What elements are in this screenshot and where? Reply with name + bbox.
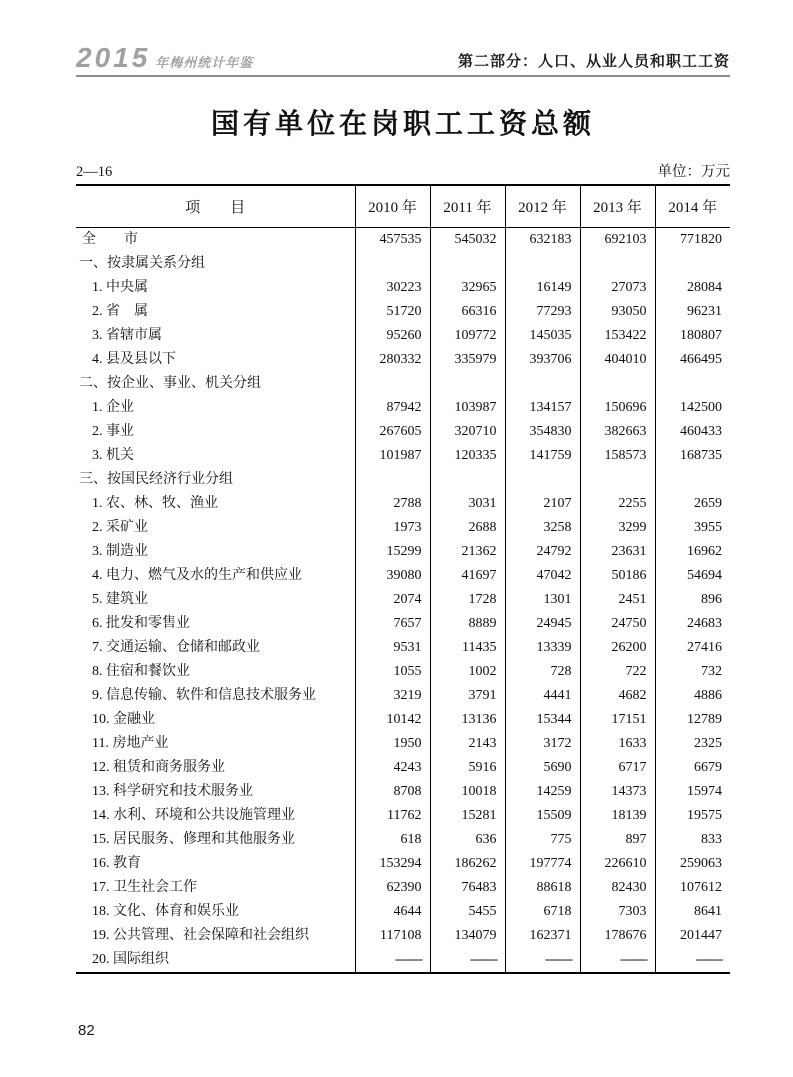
- cell-value: 618: [355, 828, 430, 852]
- row-label: 4. 县及县以下: [92, 351, 176, 367]
- table-row: [76, 948, 730, 973]
- row-label: 1. 企业: [92, 399, 134, 415]
- column-header-2012: 2012 年: [505, 185, 580, 228]
- cell-value: [355, 252, 430, 276]
- cell-value: ——: [430, 948, 505, 973]
- table-title: 国有单位在岗职工工资总额: [210, 109, 595, 140]
- cell-value: 14259: [505, 780, 580, 804]
- cell-value: 8889: [430, 612, 505, 636]
- table-row: [76, 372, 730, 396]
- cell-value: 3955: [655, 516, 730, 540]
- table-header-row: [76, 185, 730, 228]
- cell-value: 15299: [355, 540, 430, 564]
- table-row: [76, 708, 730, 732]
- cell-value: 3791: [430, 684, 505, 708]
- header-rule: [76, 75, 730, 77]
- cell-value: 2451: [580, 588, 655, 612]
- table-row: [76, 227, 730, 252]
- cell-value: 732: [655, 660, 730, 684]
- cell-value: 17151: [580, 708, 655, 732]
- cell-value: 88618: [505, 876, 580, 900]
- cell-value: 8708: [355, 780, 430, 804]
- cell-value: 51720: [355, 300, 430, 324]
- cell-value: 3299: [580, 516, 655, 540]
- logo-suffix: 年梅州统计年鉴: [155, 55, 254, 70]
- cell-value: 1950: [355, 732, 430, 756]
- cell-value: 93050: [580, 300, 655, 324]
- cell-value: 12789: [655, 708, 730, 732]
- cell-value: 158573: [580, 444, 655, 468]
- cell-value: 28084: [655, 276, 730, 300]
- table-row: [76, 516, 730, 540]
- column-header-2013: 2013 年: [580, 185, 655, 228]
- cell-value: 692103: [580, 227, 655, 252]
- cell-value: 3219: [355, 684, 430, 708]
- cell-value: 16149: [505, 276, 580, 300]
- table-row: [76, 684, 730, 708]
- cell-value: 226610: [580, 852, 655, 876]
- cell-value: 19575: [655, 804, 730, 828]
- cell-value: 8641: [655, 900, 730, 924]
- row-label: 3. 省辖市属: [92, 327, 162, 343]
- row-label: 15. 居民服务、修理和其他服务业: [92, 831, 295, 847]
- wage-table: [76, 184, 730, 974]
- cell-value: 354830: [505, 420, 580, 444]
- cell-value: 13136: [430, 708, 505, 732]
- cell-value: [505, 468, 580, 492]
- cell-value: [430, 252, 505, 276]
- cell-value: [355, 468, 430, 492]
- cell-value: 457535: [355, 227, 430, 252]
- cell-value: 4886: [655, 684, 730, 708]
- row-label: 1. 农、林、牧、渔业: [92, 495, 218, 511]
- row-label: 11. 房地产业: [92, 735, 169, 751]
- cell-value: 280332: [355, 348, 430, 372]
- cell-value: 21362: [430, 540, 505, 564]
- cell-value: 1633: [580, 732, 655, 756]
- cell-value: 1301: [505, 588, 580, 612]
- table-row: [76, 852, 730, 876]
- cell-value: 545032: [430, 227, 505, 252]
- cell-value: 24792: [505, 540, 580, 564]
- table-row: [76, 612, 730, 636]
- cell-value: 460433: [655, 420, 730, 444]
- cell-value: 95260: [355, 324, 430, 348]
- cell-value: 27416: [655, 636, 730, 660]
- cell-value: 197774: [505, 852, 580, 876]
- cell-value: 5455: [430, 900, 505, 924]
- cell-value: 82430: [580, 876, 655, 900]
- cell-value: 15344: [505, 708, 580, 732]
- row-label: 10. 金融业: [92, 711, 155, 727]
- cell-value: 4243: [355, 756, 430, 780]
- cell-value: [655, 252, 730, 276]
- cell-value: 6717: [580, 756, 655, 780]
- cell-value: 2074: [355, 588, 430, 612]
- cell-value: 41697: [430, 564, 505, 588]
- cell-value: ——: [355, 948, 430, 973]
- table-row: [76, 300, 730, 324]
- row-label: 8. 住宿和餐饮业: [92, 663, 190, 679]
- cell-value: 259063: [655, 852, 730, 876]
- cell-value: 96231: [655, 300, 730, 324]
- row-label: 三、按国民经济行业分组: [79, 471, 233, 487]
- cell-value: 7657: [355, 612, 430, 636]
- cell-value: 16962: [655, 540, 730, 564]
- row-label: 二、按企业、事业、机关分组: [79, 375, 261, 391]
- table-row: [76, 756, 730, 780]
- cell-value: 14373: [580, 780, 655, 804]
- cell-value: 27073: [580, 276, 655, 300]
- table-row: [76, 396, 730, 420]
- cell-value: 13339: [505, 636, 580, 660]
- cell-value: 2107: [505, 492, 580, 516]
- cell-value: 335979: [430, 348, 505, 372]
- cell-value: 117108: [355, 924, 430, 948]
- page-number: 82: [78, 1022, 95, 1039]
- cell-value: 3172: [505, 732, 580, 756]
- cell-value: 153294: [355, 852, 430, 876]
- cell-value: 168735: [655, 444, 730, 468]
- cell-value: [580, 252, 655, 276]
- cell-value: 134079: [430, 924, 505, 948]
- cell-value: 107612: [655, 876, 730, 900]
- cell-value: 1055: [355, 660, 430, 684]
- cell-value: [580, 468, 655, 492]
- cell-value: 66316: [430, 300, 505, 324]
- cell-value: 897: [580, 828, 655, 852]
- cell-value: 141759: [505, 444, 580, 468]
- cell-value: [355, 372, 430, 396]
- cell-value: [580, 372, 655, 396]
- cell-value: 30223: [355, 276, 430, 300]
- cell-value: 6679: [655, 756, 730, 780]
- cell-value: 5916: [430, 756, 505, 780]
- table-row: [76, 804, 730, 828]
- cell-value: 10018: [430, 780, 505, 804]
- cell-value: 142500: [655, 396, 730, 420]
- cell-value: 15281: [430, 804, 505, 828]
- table-row: [76, 876, 730, 900]
- row-label: 5. 建筑业: [92, 591, 148, 607]
- cell-value: ——: [505, 948, 580, 973]
- cell-value: 393706: [505, 348, 580, 372]
- row-label: 16. 教育: [92, 855, 141, 871]
- cell-value: 833: [655, 828, 730, 852]
- row-label: 9. 信息传输、软件和信息技术服务业: [92, 687, 316, 703]
- row-label: 一、按隶属关系分组: [79, 255, 205, 271]
- row-label: 全 市: [82, 231, 138, 247]
- column-header-item: 项 目: [76, 185, 355, 228]
- cell-value: 4644: [355, 900, 430, 924]
- cell-value: [430, 372, 505, 396]
- cell-value: 320710: [430, 420, 505, 444]
- cell-value: 636: [430, 828, 505, 852]
- table-row: [76, 780, 730, 804]
- cell-value: 23631: [580, 540, 655, 564]
- cell-value: 771820: [655, 227, 730, 252]
- cell-value: 632183: [505, 227, 580, 252]
- cell-value: 32965: [430, 276, 505, 300]
- row-label: 2. 省 属: [92, 303, 148, 319]
- row-label: 14. 水利、环境和公共设施管理业: [92, 807, 295, 823]
- cell-value: 18139: [580, 804, 655, 828]
- table-row: [76, 468, 730, 492]
- cell-value: 11762: [355, 804, 430, 828]
- cell-value: 5690: [505, 756, 580, 780]
- cell-value: 267605: [355, 420, 430, 444]
- cell-value: ——: [655, 948, 730, 973]
- column-header-2011: 2011 年: [430, 185, 505, 228]
- row-label: 19. 公共管理、社会保障和社会组织: [92, 927, 309, 943]
- cell-value: 1002: [430, 660, 505, 684]
- cell-value: 24750: [580, 612, 655, 636]
- logo-year: 2015: [76, 42, 151, 73]
- cell-value: 150696: [580, 396, 655, 420]
- cell-value: 722: [580, 660, 655, 684]
- row-label: 12. 租赁和商务服务业: [92, 759, 225, 775]
- cell-value: 54694: [655, 564, 730, 588]
- yearbook-logo: [76, 44, 253, 72]
- cell-value: 3258: [505, 516, 580, 540]
- column-header-2014: 2014 年: [655, 185, 730, 228]
- row-label: 18. 文化、体育和娱乐业: [92, 903, 239, 919]
- cell-value: 39080: [355, 564, 430, 588]
- cell-value: 775: [505, 828, 580, 852]
- cell-value: 4441: [505, 684, 580, 708]
- row-label: 4. 电力、燃气及水的生产和供应业: [92, 567, 302, 583]
- cell-value: 7303: [580, 900, 655, 924]
- table-row: [76, 348, 730, 372]
- cell-value: 50186: [580, 564, 655, 588]
- table-row: [76, 276, 730, 300]
- row-label: 2. 采矿业: [92, 519, 148, 535]
- cell-value: 24683: [655, 612, 730, 636]
- cell-value: 162371: [505, 924, 580, 948]
- cell-value: [655, 372, 730, 396]
- cell-value: 180807: [655, 324, 730, 348]
- table-row: [76, 900, 730, 924]
- cell-value: 3031: [430, 492, 505, 516]
- table-row: [76, 492, 730, 516]
- cell-value: 2659: [655, 492, 730, 516]
- cell-value: 26200: [580, 636, 655, 660]
- cell-value: 87942: [355, 396, 430, 420]
- cell-value: 77293: [505, 300, 580, 324]
- cell-value: 2688: [430, 516, 505, 540]
- row-label: 2. 事业: [92, 423, 134, 439]
- table-row: [76, 420, 730, 444]
- row-label: 13. 科学研究和技术服务业: [92, 783, 253, 799]
- row-label: 7. 交通运输、仓储和邮政业: [92, 639, 260, 655]
- table-row: [76, 924, 730, 948]
- row-label: 17. 卫生社会工作: [92, 879, 197, 895]
- cell-value: 178676: [580, 924, 655, 948]
- cell-value: 6718: [505, 900, 580, 924]
- table-row: [76, 444, 730, 468]
- cell-value: [505, 252, 580, 276]
- cell-value: 4682: [580, 684, 655, 708]
- row-label: 20. 国际组织: [92, 951, 169, 967]
- table-row: [76, 660, 730, 684]
- cell-value: 2325: [655, 732, 730, 756]
- cell-value: 62390: [355, 876, 430, 900]
- cell-value: 103987: [430, 396, 505, 420]
- cell-value: 201447: [655, 924, 730, 948]
- table-row: [76, 636, 730, 660]
- running-header: [76, 0, 730, 72]
- table-row: [76, 324, 730, 348]
- cell-value: 382663: [580, 420, 655, 444]
- cell-value: 47042: [505, 564, 580, 588]
- cell-value: 728: [505, 660, 580, 684]
- cell-value: 24945: [505, 612, 580, 636]
- cell-value: 466495: [655, 348, 730, 372]
- unit-label: 单位：万元: [657, 163, 730, 180]
- cell-value: 11435: [430, 636, 505, 660]
- cell-value: [505, 372, 580, 396]
- row-label: 6. 批发和零售业: [92, 615, 190, 631]
- column-header-2010: 2010 年: [355, 185, 430, 228]
- cell-value: 1728: [430, 588, 505, 612]
- table-meta: [76, 164, 730, 181]
- row-label: 3. 机关: [92, 447, 134, 463]
- row-label: 3. 制造业: [92, 543, 148, 559]
- table-row: [76, 732, 730, 756]
- cell-value: 9531: [355, 636, 430, 660]
- cell-value: 134157: [505, 396, 580, 420]
- table-row: [76, 252, 730, 276]
- table-row: [76, 588, 730, 612]
- cell-value: 120335: [430, 444, 505, 468]
- cell-value: ——: [580, 948, 655, 973]
- cell-value: 1973: [355, 516, 430, 540]
- cell-value: 10142: [355, 708, 430, 732]
- cell-value: 101987: [355, 444, 430, 468]
- cell-value: 15974: [655, 780, 730, 804]
- cell-value: 2255: [580, 492, 655, 516]
- table-row: [76, 828, 730, 852]
- cell-value: [655, 468, 730, 492]
- cell-value: 76483: [430, 876, 505, 900]
- section-title: 第二部分：人口、从业人员和职工工资: [457, 53, 730, 70]
- row-label: 1. 中央属: [92, 279, 148, 295]
- cell-value: 15509: [505, 804, 580, 828]
- cell-value: 2143: [430, 732, 505, 756]
- table-number: 2—16: [76, 163, 113, 180]
- cell-value: 145035: [505, 324, 580, 348]
- cell-value: 186262: [430, 852, 505, 876]
- cell-value: 404010: [580, 348, 655, 372]
- cell-value: 153422: [580, 324, 655, 348]
- table-row: [76, 540, 730, 564]
- cell-value: 109772: [430, 324, 505, 348]
- cell-value: 2788: [355, 492, 430, 516]
- cell-value: 896: [655, 588, 730, 612]
- cell-value: [430, 468, 505, 492]
- table-row: [76, 564, 730, 588]
